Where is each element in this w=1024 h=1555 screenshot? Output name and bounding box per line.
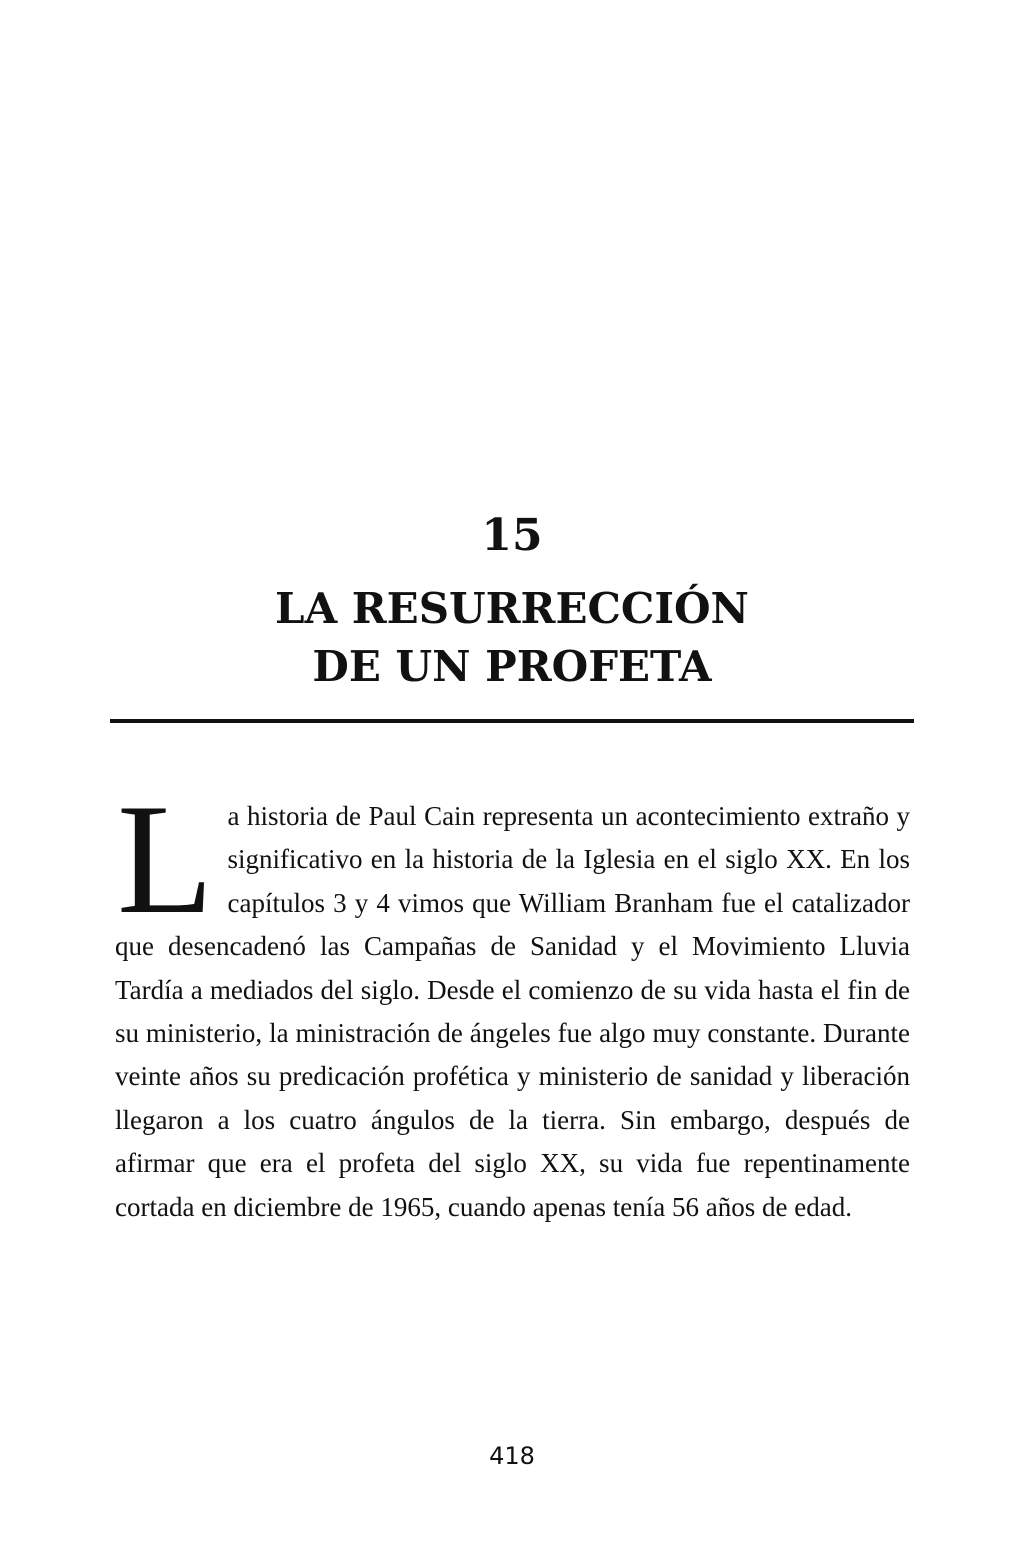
page-number: 418 <box>489 1442 535 1470</box>
chapter-title <box>0 580 1024 696</box>
body-paragraph <box>115 772 910 1229</box>
chapter-number: 15 <box>481 510 543 561</box>
body-paragraph-text: a historia de Paul Cain representa un acontecimiento extraño y significativo en la historia de la Iglesia en el siglo XX. En los capítulos 3 y 4 vimos que William Branham fue el catalizador que desencadenó las Campañas de Sanidad y el Movimiento Lluvia Tardía a mediados del siglo. Desde el comienzo de su vida hasta el fin de su ministerio, la ministración de ángeles fue algo muy constante. Durante veinte años su predicación profética y ministerio de sanidad y liberación llegaron a los cuatro ángulos de la tierra. Sin embargo, después de afirmar que era el profeta del siglo XX, su vida fue repentinamente cortada en diciembre de 1965, cuando apenas tenía 56 años de edad. <box>115 801 910 1222</box>
chapter-title-line-2: DE UN PROFETA <box>312 642 712 691</box>
chapter-title-line-1: LA RESURRECCIÓN <box>275 584 749 633</box>
title-divider <box>110 719 914 723</box>
drop-cap: L <box>117 772 214 947</box>
